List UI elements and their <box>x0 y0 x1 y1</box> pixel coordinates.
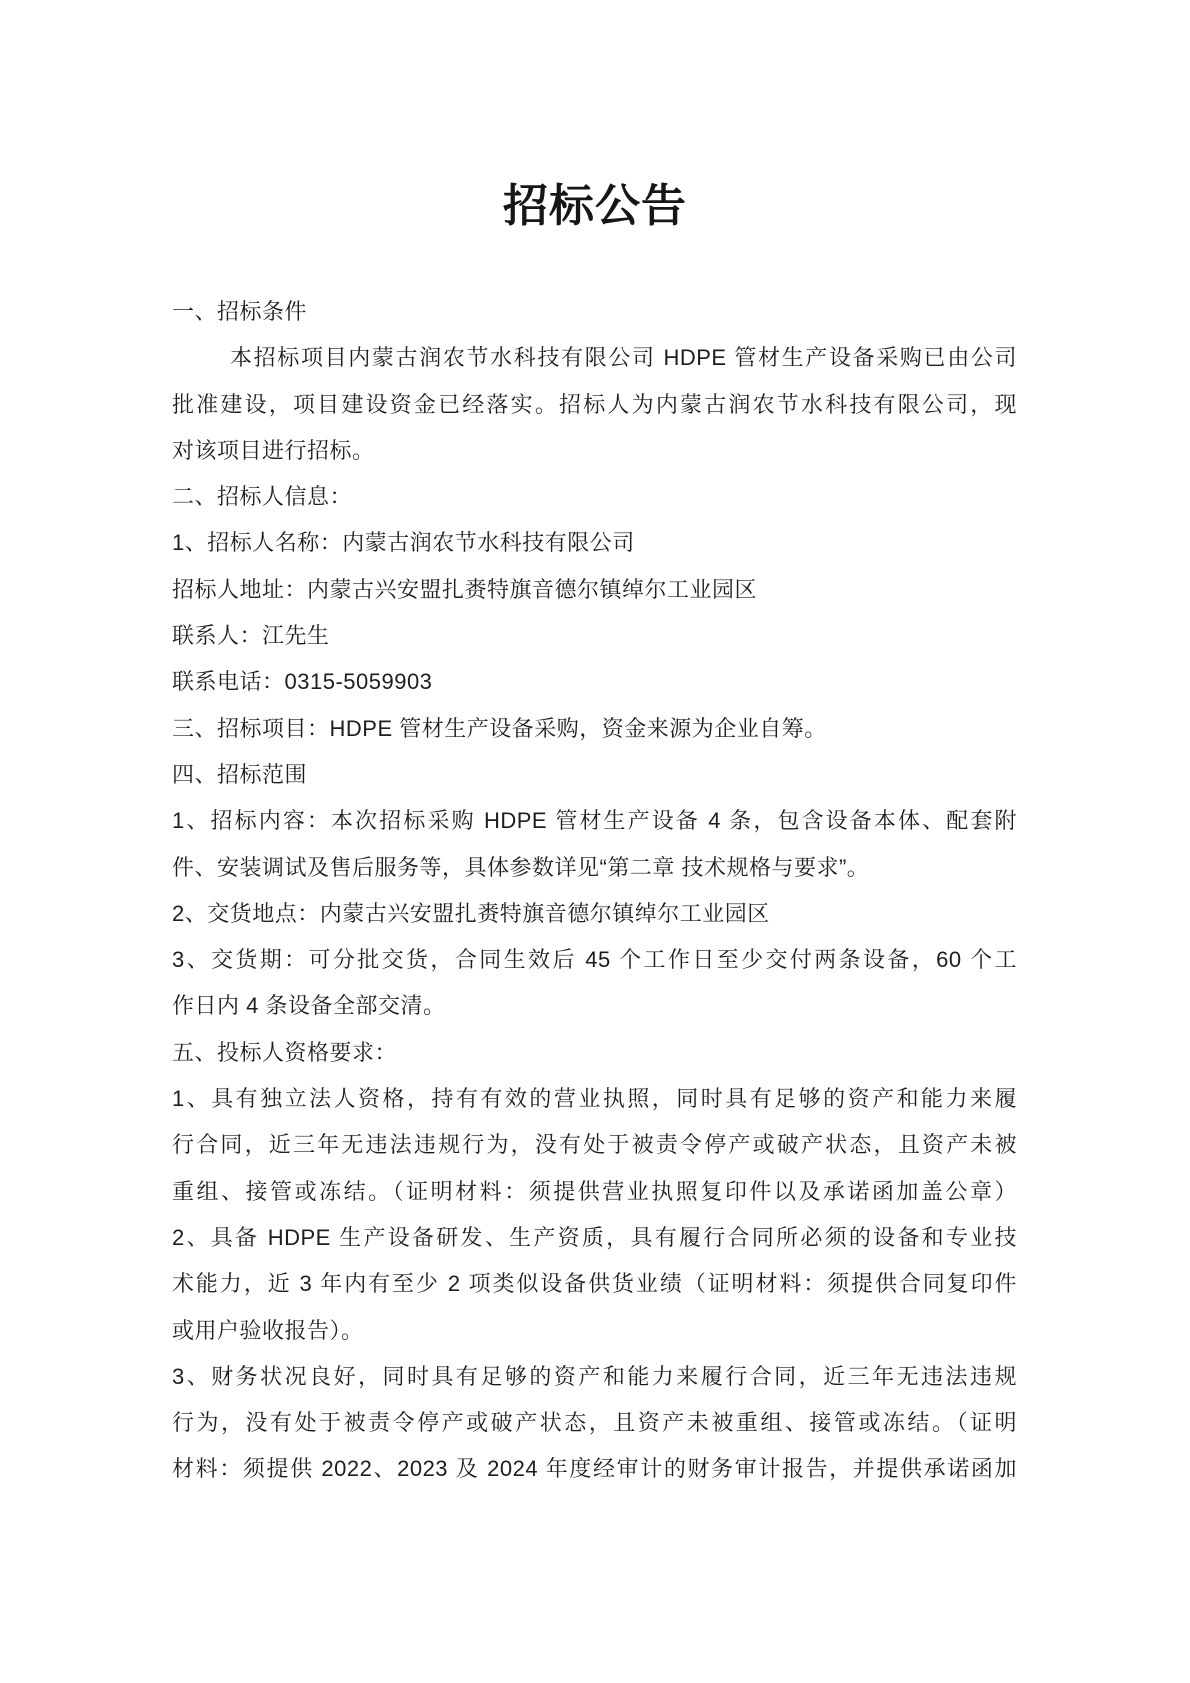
text-line: 1、招标内容：本次招标采购 HDPE 管材生产设备 4 条，包含设备本体、配套附 <box>172 808 1017 834</box>
text-line: 本招标项目内蒙古润农节水科技有限公司 HDPE 管材生产设备采购已由公司 <box>230 345 1017 371</box>
text-line: 对该项目进行招标。 <box>172 437 375 463</box>
text-line: 行合同，近三年无违法违规行为，没有处于被责令停产或破产状态，且资产未被 <box>172 1132 1017 1158</box>
section-heading-2: 二、招标人信息： <box>172 484 353 510</box>
text-line: 3、交货期：可分批交货，合同生效后 45 个工作日至少交付两条设备，60 个工 <box>172 947 1017 973</box>
delivery-place-line: 2、交货地点：内蒙古兴安盟扎赉特旗音德尔镇绰尔工业园区 <box>172 900 770 926</box>
document-title: 招标公告 <box>502 181 687 231</box>
section-heading-4: 四、招标范围 <box>172 761 308 787</box>
text-line: 材料：须提供 2022、2023 及 2024 年度经审计的财务审计报告，并提供承诺函加 <box>172 1456 1017 1482</box>
text-line: 1、具有独立法人资格，持有有效的营业执照，同时具有足够的资产和能力来履 <box>172 1086 1017 1112</box>
contact-person-line: 联系人：江先生 <box>172 623 330 649</box>
text-line: 件、安装调试及售后服务等，具体参数详见“第二章 技术规格与要求”。 <box>172 854 870 880</box>
section-heading-1: 一、招标条件 <box>172 299 308 324</box>
text-line: 重组、接管或冻结。（证明材料：须提供营业执照复印件以及承诺函加盖公章） <box>172 1178 1017 1204</box>
section-heading-5: 五、投标人资格要求： <box>172 1039 398 1065</box>
text-line: 作日内 4 条设备全部交清。 <box>172 993 446 1019</box>
contact-phone-line: 联系电话：0315-5059903 <box>172 669 433 695</box>
tenderer-address-line: 招标人地址：内蒙古兴安盟扎赉特旗音德尔镇绰尔工业园区 <box>172 576 758 602</box>
text-line: 术能力，近 3 年内有至少 2 项类似设备供货业绩（证明材料：须提供合同复印件 <box>172 1271 1017 1297</box>
text-line: 批准建设，项目建设资金已经落实。招标人为内蒙古润农节水科技有限公司，现 <box>172 391 1017 417</box>
text-line: 或用户验收报告）。 <box>172 1317 364 1343</box>
text-line: 行为，没有处于被责令停产或破产状态，且资产未被重组、接管或冻结。（证明 <box>172 1410 1017 1436</box>
text-line: 3、财务状况良好，同时具有足够的资产和能力来履行合同，近三年无违法违规 <box>172 1363 1017 1389</box>
text-line: 2、具备 HDPE 生产设备研发、生产资质，具有履行合同所必须的设备和专业技 <box>172 1224 1017 1250</box>
document-body <box>172 289 1017 1493</box>
tenderer-name-line: 1、招标人名称：内蒙古润农节水科技有限公司 <box>172 530 635 556</box>
section-heading-3: 三、招标项目：HDPE 管材生产设备采购，资金来源为企业自筹。 <box>172 715 827 741</box>
